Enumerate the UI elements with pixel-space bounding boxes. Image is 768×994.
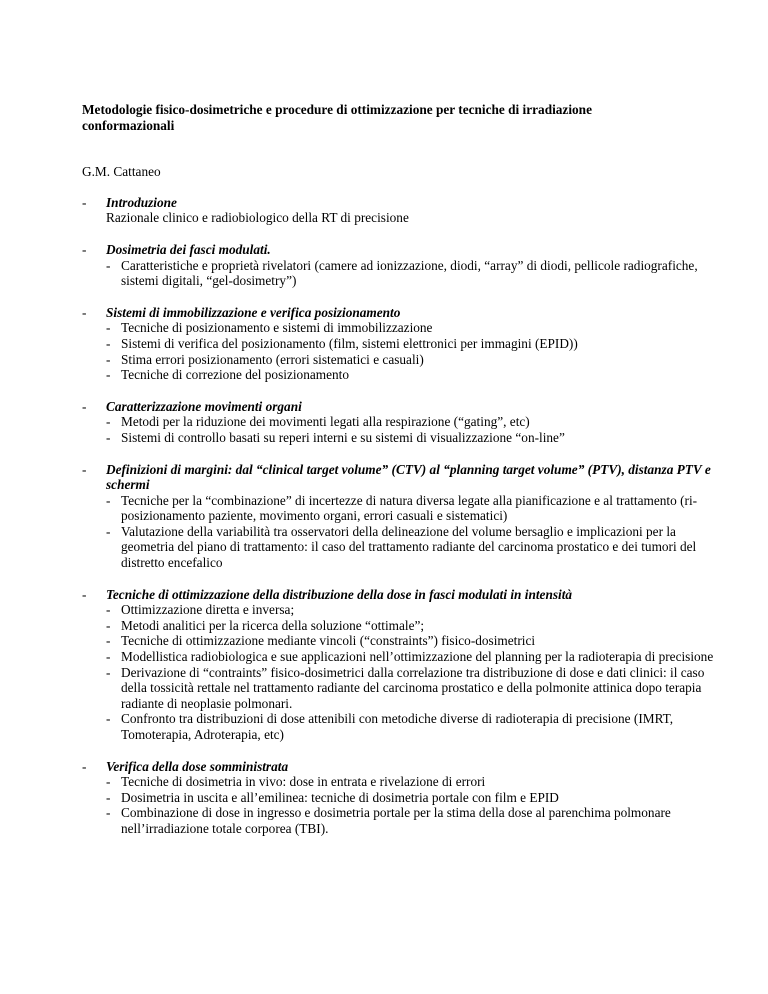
list-item (106, 633, 728, 649)
list-item-bullet: - (106, 711, 111, 727)
list-item (106, 665, 728, 712)
section-items (106, 258, 728, 289)
section-title: Dosimetria dei fasci modulati. (106, 241, 271, 257)
section-bullet: - (82, 461, 87, 477)
section (82, 195, 728, 226)
list-item (106, 711, 728, 742)
list-item-text: Sistemi di controllo basati su reperi interni e su sistemi di visualizzazione “on-line” (121, 429, 565, 445)
list-item (106, 602, 728, 618)
section-bullet: - (82, 758, 87, 774)
list-item-bullet: - (106, 664, 111, 680)
section-body (106, 759, 728, 837)
section-bullet: - (82, 586, 87, 602)
section-title: Caratterizzazione movimenti organi (106, 398, 302, 414)
section-body (106, 462, 728, 571)
list-item-text: Tecniche per la “combinazione” di incertezze di natura diversa legate alla pianificazione e al trattamento (ri-posizionamento paziente, movimento organi, errori casuali e sistematici) (121, 492, 698, 524)
list-item (106, 524, 728, 571)
list-item (106, 336, 728, 352)
list-item-text: Metodi per la riduzione dei movimenti legati alla respirazione (“gating”, etc) (121, 414, 530, 430)
list-item-text: Stima errori posizionamento (errori sistematici e casuali) (121, 351, 424, 367)
section (82, 462, 728, 571)
list-item-text: Confronto tra distribuzioni di dose attenibili con metodiche diverse di radioterapia di precisione (IMRT, Tomoterapia, Adroterapia, etc) (121, 711, 674, 742)
section-title: Tecniche di ottimizzazione della distribuzione della dose in fasci modulati in intensità (106, 586, 573, 602)
section-body (106, 195, 728, 226)
list-item (106, 774, 728, 790)
section-title: Definizioni di margini: dal “clinical target volume” (CTV) al “planning target volume” (PTV), distanza PTV e schermi (106, 461, 711, 493)
section-body (106, 587, 728, 743)
section (82, 587, 728, 743)
section-items (106, 414, 728, 445)
section-text: Razionale clinico e radiobiologico della RT di precisione (106, 210, 409, 226)
list-item (106, 414, 728, 430)
list-item (106, 790, 728, 806)
list-item-text: Caratteristiche e proprietà rivelatori (camere ad ionizzazione, diodi, “array” di diodi, pellicole radiografiche, sistemi digitali, “gel-dosimetry”) (121, 257, 698, 289)
section-items (106, 320, 728, 382)
list-item-bullet: - (106, 523, 111, 539)
list-item-bullet: - (106, 257, 111, 273)
list-item-bullet: - (106, 602, 111, 618)
list-item-bullet: - (106, 617, 111, 633)
list-item-bullet: - (106, 351, 111, 367)
list-item-bullet: - (106, 367, 111, 383)
list-item-text: Derivazione di “contraints” fisico-dosimetrici dalla correlazione tra distribuzione di dose e dati clinici: il caso della tossicità rettale nel trattamento radiante del carcinoma prostatico e della polmonite attinica dopo terapia radiante di neoplasie polmonari. (121, 664, 705, 711)
list-item-bullet: - (106, 633, 111, 649)
list-item-bullet: - (106, 805, 111, 821)
list-item-text: Tecniche di ottimizzazione mediante vincoli (“constraints”) fisico-dosimetrici (121, 633, 536, 649)
list-item (106, 805, 728, 836)
list-item-bullet: - (106, 414, 111, 430)
list-item-text: Ottimizzazione diretta e inversa; (121, 602, 295, 618)
document-title: Metodologie fisico-dosimetriche e procedure di ottimizzazione per tecniche di irradiazione conformazionali (82, 102, 592, 133)
section-bullet: - (82, 241, 87, 257)
list-item-bullet: - (106, 335, 111, 351)
section-title: Sistemi di immobilizzazione e verifica posizionamento (106, 304, 401, 320)
list-item-text: Metodi analitici per la ricerca della soluzione “ottimale”; (121, 617, 425, 633)
list-item (106, 258, 728, 289)
document-author: G.M. Cattaneo (82, 164, 161, 180)
list-item-bullet: - (106, 789, 111, 805)
section-body (106, 399, 728, 446)
list-item-text: Combinazione di dose in ingresso e dosimetria portale per la stima della dose al parenchima polmonare nell’irradiazione totale corporea (TBI). (121, 805, 671, 836)
list-item-bullet: - (106, 774, 111, 790)
list-item (106, 320, 728, 336)
section-items (106, 602, 728, 742)
section-title: Introduzione (106, 194, 177, 210)
list-item (106, 493, 728, 524)
section-bullet: - (82, 194, 87, 210)
section-items (106, 774, 728, 836)
list-item-text: Modellistica radiobiologica e sue applicazioni nell’ottimizzazione del planning per la radioterapia di precisione (121, 649, 714, 665)
list-item-text: Dosimetria in uscita e all’emilinea: tecniche di dosimetria portale con film e EPID (121, 789, 559, 805)
list-item-bullet: - (106, 649, 111, 665)
list-item-text: Valutazione della variabilità tra osservatori della delineazione del volume bersaglio e implicazioni per la geometria del piano di trattamento: il caso del trattamento radiante del carcinoma prostatico e dei tumori del distretto encefalico (121, 523, 697, 571)
list-item-bullet: - (106, 492, 111, 508)
section (82, 305, 728, 383)
section-bullet: - (82, 398, 87, 414)
list-item (106, 352, 728, 368)
section-title: Verifica della dose somministrata (106, 758, 289, 774)
list-item-bullet: - (106, 320, 111, 336)
list-item (106, 430, 728, 446)
section-body (106, 242, 728, 289)
section (82, 242, 728, 289)
list-item-text: Tecniche di dosimetria in vivo: dose in entrata e rivelazione di errori (121, 774, 486, 790)
list-item-text: Tecniche di posizionamento e sistemi di immobilizzazione (121, 320, 433, 336)
section (82, 399, 728, 446)
list-item-text: Sistemi di verifica del posizionamento (film, sistemi elettronici per immagini (EPID)) (121, 335, 578, 351)
list-item (106, 618, 728, 634)
section-items (106, 493, 728, 571)
section-bullet: - (82, 304, 87, 320)
section-body (106, 305, 728, 383)
list-item-text: Tecniche di correzione del posizionamento (121, 367, 349, 383)
list-item-bullet: - (106, 429, 111, 445)
section (82, 759, 728, 837)
list-item (106, 649, 728, 665)
list-item (106, 367, 728, 383)
section-list (82, 195, 728, 837)
